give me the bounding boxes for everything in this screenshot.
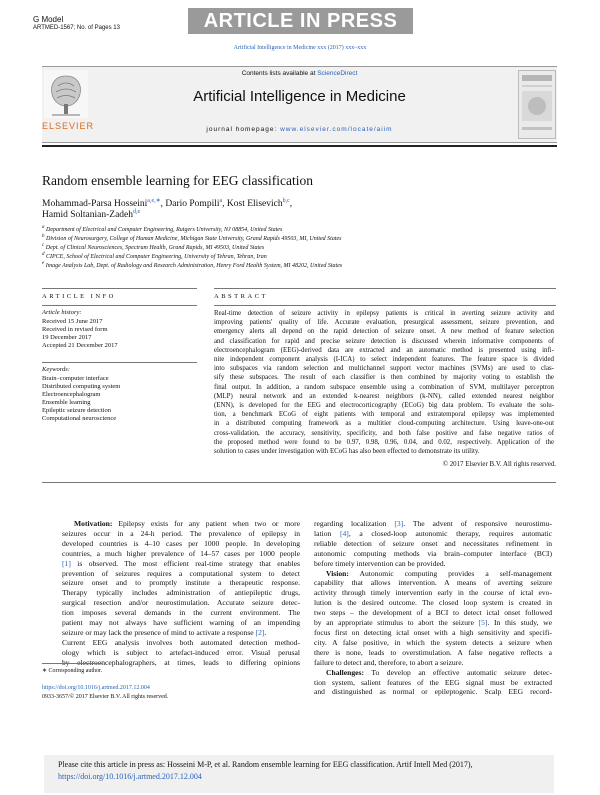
divider [42, 305, 197, 306]
author-line-1 [42, 197, 292, 209]
abstract-line: Real-time detection of seizure activity in epilepsy patients is critical in averting seizure activity and [214, 310, 554, 317]
body-line: capability that allows intervention. A means of averting seizure [314, 578, 552, 588]
divider [42, 288, 197, 289]
homepage-prefix: journal homepage: [206, 126, 281, 133]
contents-line [42, 70, 557, 77]
abstract-copyright: © 2017 Elsevier B.V. All rights reserved. [442, 461, 556, 468]
body-line: city. A false positive, in which the system detects a seizure when [314, 637, 552, 647]
history-item: Received 15 June 2017 [42, 318, 103, 325]
body-line: surgical resection and/or neurostimulation. Accurate seizure detec- [62, 598, 300, 608]
affiliation-mark: b [42, 234, 45, 239]
abstract-line: the proposed method were found to be 0.97, 0.98, 0.96, 0.04, and 0.02, respectively. Application of the [214, 438, 554, 446]
affiliation [42, 243, 264, 251]
affiliation-mark: a [42, 225, 45, 230]
affiliation-text: Division of Neurosurgery, College of Human Medicine, Michigan State University, Grand Rapids 49503, MI, United States [46, 236, 342, 242]
body-text: Autonomic computing provides a self-management [348, 568, 552, 578]
body-line [314, 569, 552, 579]
elsevier-wordmark: ELSEVIER [42, 121, 95, 131]
keyword: Ensemble learning [42, 399, 91, 406]
journal-homepage [42, 126, 557, 133]
body-text: by an appropriate stimulus to abort the seizure [314, 618, 479, 628]
body-text: regarding localization [314, 519, 395, 528]
body-line [62, 628, 300, 638]
history-item: 19 December 2017 [42, 334, 92, 341]
citation-link[interactable]: [2] [255, 627, 265, 637]
keyword: Computational neuroscience [42, 415, 117, 422]
cite-text [58, 759, 548, 783]
body-text: . The advent of responsive neurostimu- [403, 519, 552, 528]
divider [214, 305, 556, 306]
corresponding-author-note: ∗ Corresponding author. [42, 668, 103, 674]
keyword: Epileptic seizure detection [42, 407, 111, 414]
body-line: tion imposes several demands in the current environment. The [62, 608, 300, 618]
body-line: seizures occur in a 24-h period. The prevalence of epilepsy in [62, 528, 300, 538]
paper-title: Random ensemble learning for EEG classification [42, 173, 314, 188]
body-line: focus first on detecting ictal onset with a high sensitivity and specifi- [314, 627, 552, 637]
body-text: , a closed-loop autonomic therapy, requires automatic [348, 528, 553, 538]
body-line [62, 559, 300, 569]
author-name: Hamid Soltanian-Zadeh [42, 210, 134, 221]
footnote-rule [42, 663, 102, 664]
body-line [62, 519, 300, 529]
header-rule [42, 145, 557, 147]
body-line: autonomic computing methods via brain–computer interface (BCI) [314, 548, 552, 558]
abstract-line: improving patients' quality of life. Accurate evaluation, presurgical assessment, seizure prevention, and [214, 319, 554, 327]
body-line: ology which is subject to artefact-induced error. Visual perusal [62, 647, 300, 657]
citation-link[interactable]: [5] [478, 618, 488, 628]
divider [214, 288, 556, 289]
g-model-label: G Model [33, 15, 64, 24]
journal-cover-thumbnail [518, 70, 556, 139]
abstract-line: emergency alerts all depend on the rapid detection of seizure onset. A new method of feature selection [214, 328, 554, 336]
author-name: Mohammad-Parsa Hosseini [42, 199, 148, 210]
history-item: Accepted 21 December 2017 [42, 342, 118, 349]
keywords-label: Keywords: [42, 366, 70, 373]
author-name: Dario Pompili [165, 199, 220, 210]
author-marks[interactable]: a,e,∗ [147, 198, 161, 204]
body-line: before timely intervention can be provided. [314, 558, 446, 568]
body-column-right [314, 519, 552, 697]
body-line [314, 668, 552, 678]
keyword: Distributed computing system [42, 383, 121, 390]
body-line: reliable detection of seizure onset and necessitates refinement in [314, 538, 552, 548]
cite-doi-link[interactable]: https://doi.org/10.1016/j.artmed.2017.12.004 [58, 772, 202, 781]
abstract-line: electroencephalogram (EEG)-derived data are extracted and an automatic method is presented using infi- [214, 346, 554, 354]
homepage-link[interactable]: www.elsevier.com/locate/aiim [280, 126, 393, 133]
author-separator: , [222, 199, 227, 210]
affiliation-text: Image Analysis Lab, Dept. of Radiology and Research Administration, Henry Ford Health System, MI 48202, United States [45, 263, 343, 269]
affiliation [42, 252, 267, 260]
doi-link[interactable]: https://doi.org/10.1016/j.artmed.2017.12.004 [42, 685, 150, 691]
body-line: there is none, leads to overstimulation. A false negative reflects a [314, 647, 552, 657]
body-line: lution is the desired outcome. The closed loop system is created in [314, 598, 552, 608]
cite-prefix: Please cite this article in press as: Hosseini M-P, et al. Random ensemble learning for EEG classification. Artif Intell Med (2017), [58, 760, 473, 769]
author-marks[interactable]: a [219, 198, 223, 204]
body-line [314, 618, 552, 628]
citation-link[interactable]: [4] [339, 528, 349, 538]
affiliation [42, 225, 282, 233]
abstract-line: (MLP) neural network and an extended k-nearest neighbors (k-NN), called extended nearest neighbor [214, 392, 554, 400]
body-line [314, 519, 552, 529]
citation-link[interactable]: [1] [62, 558, 71, 568]
citation-link[interactable]: [3] [394, 519, 404, 528]
body-text: lation [314, 528, 340, 538]
body-text: To develop an effective automatic seizure detec- [363, 667, 552, 677]
body-text: seizure or may lack the presence of mind to activate a response [62, 627, 256, 637]
affiliation [42, 234, 342, 242]
author-line-2 [42, 209, 140, 220]
abstract-line: into subspaces via random selection and multichannel support vector machines (SVMs) are used to clas- [214, 365, 554, 373]
affiliation-mark: d [42, 252, 45, 257]
abstract-line: and classification for rapid and precise seizure detection is discussed wherein informative components of [214, 337, 554, 345]
body-line: by electroencephalographers, at times, leads to differing opinions [62, 657, 300, 667]
body-text: is observed. The most efficient real-time strategy that enables [70, 558, 300, 568]
body-text: . In this study, we [487, 618, 552, 628]
journal-reference[interactable]: Artificial Intelligence in Medicine xxx (2017) xxx–xxx [233, 45, 367, 51]
abstract-heading: ABSTRACT [214, 293, 268, 300]
affiliation-mark: c [42, 243, 45, 248]
divider [42, 482, 556, 483]
abstract-line: (ENN), is developed for the EEG and electrocorticography (ECoG) big data problem. To evaluate the solu- [214, 402, 554, 410]
body-text: Epilepsy exists for any patient when two or more [112, 519, 300, 528]
body-line: patient may not always have sufficient warning of an impending [62, 618, 300, 628]
abstract-line: nite independent component analysis (I-ICA) to select independent features. The feature space is divided [214, 356, 554, 364]
article-info-heading: ARTICLE INFO [42, 293, 116, 300]
body-line: Therapy typically includes administration of antiepileptic drugs, [62, 588, 300, 598]
body-column-left [62, 519, 300, 668]
abstract-line: tion, a benchmark ECoG of eight patients with temporal and extratemporal epilepsy was implemented [214, 411, 554, 419]
body-line: seizure onset and to promptly institute a therapeutic response. [62, 578, 300, 588]
abstract-line: solution to cases under investigation with ECoG has also been effected to demonstrate its utility. [214, 448, 480, 456]
affiliation-text: Department of Electrical and Computer Engineering, Rutgers University, NJ 08854, United States [46, 227, 283, 233]
article-in-press-banner: ARTICLE IN PRESS [188, 8, 413, 34]
para-lead: Vision: [326, 568, 349, 578]
body-line: countries, a much higher prevalence of 14–57 cases per 1000 people [62, 548, 300, 558]
affiliation [42, 261, 342, 269]
cover-image [519, 71, 555, 138]
keyword: Brain–computer interface [42, 375, 109, 382]
divider [42, 362, 197, 363]
author-marks[interactable]: d,e [133, 209, 141, 215]
author-separator: , [160, 199, 166, 210]
body-line: developed countries is 4–10 cases per 1000 people. In developing [62, 538, 300, 548]
author-separator: , [289, 199, 293, 210]
history-label: Article history: [42, 309, 82, 316]
body-line: activity through timely intervention early in the course of ictal evo- [314, 588, 552, 598]
affiliation-text: CIPCE, School of Electrical and Computer Engineering, University of Tehran, Tehran, Iran [46, 254, 267, 260]
affiliation-text: Dept. of Clinical Neurosciences, Spectrum Health, Grand Rapids, MI 49503, United States [45, 245, 265, 251]
body-line: failure to detect and, therefore, to abort a seizure. [314, 657, 464, 667]
history-item: Received in revised form [42, 326, 108, 333]
body-line: tion system, salient features of the EEG signal must be extracted [314, 677, 552, 687]
abstract-line: final output. In addition, a random subspace ensemble using a combination of SVM, multilayer perceptron [214, 383, 554, 391]
abstract-line: sify these subspaces. The result of each classifier is then combined by majority voting to establish the [214, 374, 554, 382]
body-line: two steps – the development of a BCI to detect ictal onset followed [314, 608, 552, 618]
para-lead: Motivation: [74, 519, 113, 528]
sciencedirect-link[interactable]: ScienceDirect [317, 70, 358, 77]
article-id: ARTMED-1567; No. of Pages 13 [33, 25, 120, 31]
body-line: Current EEG analysis involves both automated detection method- [62, 637, 300, 647]
abstract-line: cross-validation, the accuracy, sensitivity, specificity, and both false positive and false negative ratios of [214, 429, 554, 437]
body-text: . [264, 627, 267, 637]
para-lead: Challenges: [326, 667, 364, 677]
body-line [314, 529, 552, 539]
body-line: prevention of seizures requires a computational system to detect [62, 568, 300, 578]
keyword: Electroencephalogram [42, 391, 101, 398]
contents-prefix: Contents lists available at [241, 70, 318, 77]
author-name: Kost Elisevich [226, 199, 283, 210]
body-line: and distinguished as normal or epileptogenic. Scalp EEG record- [314, 687, 552, 697]
affiliation-mark: e [42, 261, 45, 266]
author-marks[interactable]: b,c [282, 198, 290, 204]
abstract-line: in a distributed computing framework as a multitier cloud-computing architecture. Using leave-one-out [214, 420, 554, 428]
issn-line: 0933-3657/© 2017 Elsevier B.V. All rights reserved. [42, 694, 169, 700]
abstract-body [214, 309, 554, 456]
journal-title: Artificial Intelligence in Medicine [193, 88, 406, 105]
